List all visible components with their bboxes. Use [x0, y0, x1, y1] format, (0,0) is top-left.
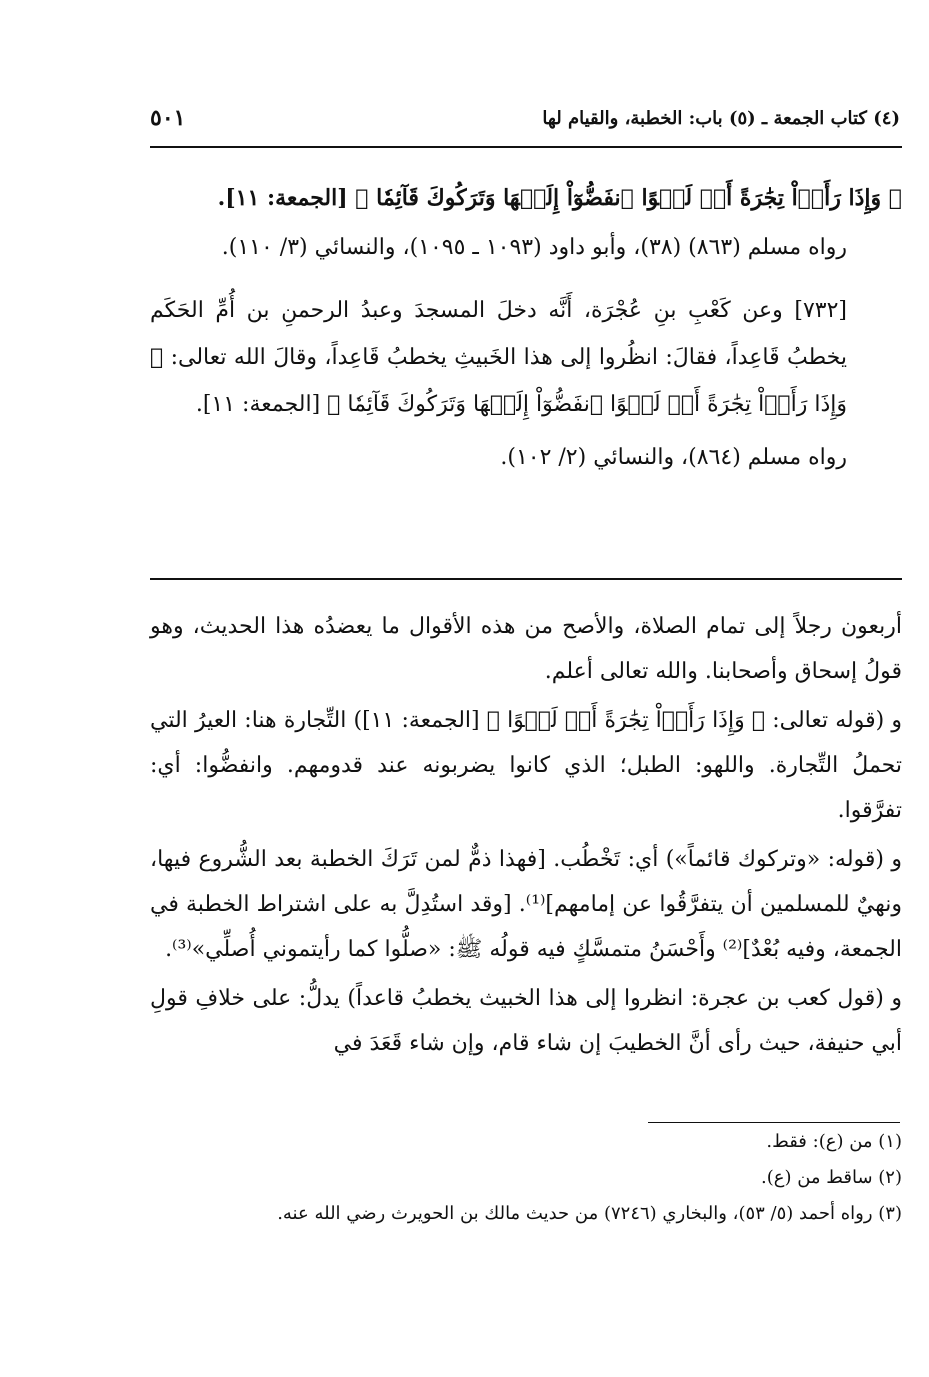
footnote-2: (٢) ساقط من (ع).: [761, 1167, 902, 1188]
header-rule: [150, 146, 902, 148]
footnotes: [150, 1124, 902, 1232]
main-text: [150, 175, 902, 481]
page-number: ٥٠١: [150, 105, 186, 131]
footnote-rule: [648, 1122, 900, 1123]
verse-line: ﴿ وَإِذَا رَأَوۡاْ تِجَٰرَةً أَوۡ لَهۡوًا ٱنفَضُّوٓاْ إِلَيۡهَا وَتَرَكُوكَ قَآئِمٗا ﴾ [الجمعة: ١١].: [217, 185, 902, 211]
takhrij-1: رواه مسلم (٨٦٣) (٣٨)، وأبو داود (١٠٩٣ ـ ١٠٩٥)، والنسائي (٣/ ١١٠).: [221, 235, 847, 260]
commentary-p3: و (قوله: «وتركوك قائماً») أي: تَخْطُب. [فهذا ذمٌّ لمن تَرَكَ الخطبة بعد الشُّروع فيها، ونهيٌ للمسلمين أن يتفرَّقُوا عن إمامهم]⁽¹⁾. [وقد استُدِلَّ به على اشتراط الخطبة في الجمعة، وفيه بُعْدٌ]⁽²⁾ وأَحْسَنُ متمسَّكٍ فيه قولُه ﷺ: «صلُّوا كما رأيتموني أُصلِّي»⁽³⁾.: [150, 847, 902, 962]
hadith-732: [٧٣٢] وعن كَعْبِ بنِ عُجْرَة، أَنَّه دخلَ المسجدَ وعبدُ الرحمنِ بن أُمِّ الحَكَم يخطبُ قَاعِداً، فقالَ: انظُروا إلى هذا الخَبيثِ يخطبُ قَاعِداً، وقالَ الله تعالى: ﴿ وَإِذَا رَأَوۡاْ تِجَٰرَةً أَوۡ لَهۡوًا ٱنفَضُّوٓاْ إِلَيۡهَا وَتَرَكُوكَ قَآئِمٗا ﴾ [الجمعة: ١١].: [150, 298, 847, 417]
takhrij-2: رواه مسلم (٨٦٤)، والنسائي (٢/ ١٠٢).: [500, 445, 847, 470]
commentary: [150, 604, 902, 1066]
commentary-rule: [150, 578, 902, 580]
footnote-3: (٣) رواه أحمد (٥/ ٥٣)، والبخاري (٧٢٤٦) من حديث مالك بن الحويرث رضي الله عنه.: [277, 1203, 902, 1224]
commentary-p4: و (قول كعب بن عجرة: انظروا إلى هذا الخبيث يخطبُ قاعداً) يدلُّ: على خلافِ قولِ أبي حنيفة، حيث رأى أنَّ الخطيبَ إن شاء قام، وإن شاء قَعَدَ في: [150, 986, 902, 1056]
commentary-p1: أربعون رجلاً إلى تمام الصلاة، والأصح من هذه الأقوال ما يعضدُه هذا الحديث، وهو قولُ إسحاق وأصحابنا. والله تعالى أعلم.: [150, 614, 902, 684]
page-header: [150, 98, 900, 138]
footnote-1: (١) من (ع): فقط.: [766, 1131, 902, 1152]
running-title: (٤) كتاب الجمعة ـ (٥) باب: الخطبة، والقيام لها: [542, 107, 900, 129]
commentary-p2: و (قوله تعالى: ﴿ وَإِذَا رَأَوۡاْ تِجَٰرَةً أَوۡ لَهۡوًا ﴾ [الجمعة: ١١]) التِّجارة هنا: العيرُ التي تحملُ التِّجارة. واللهو: الطبل؛ الذي كانوا يضربونه عند قدومهم. وانفضُّوا: أي: تفرَّقوا.: [150, 708, 903, 823]
